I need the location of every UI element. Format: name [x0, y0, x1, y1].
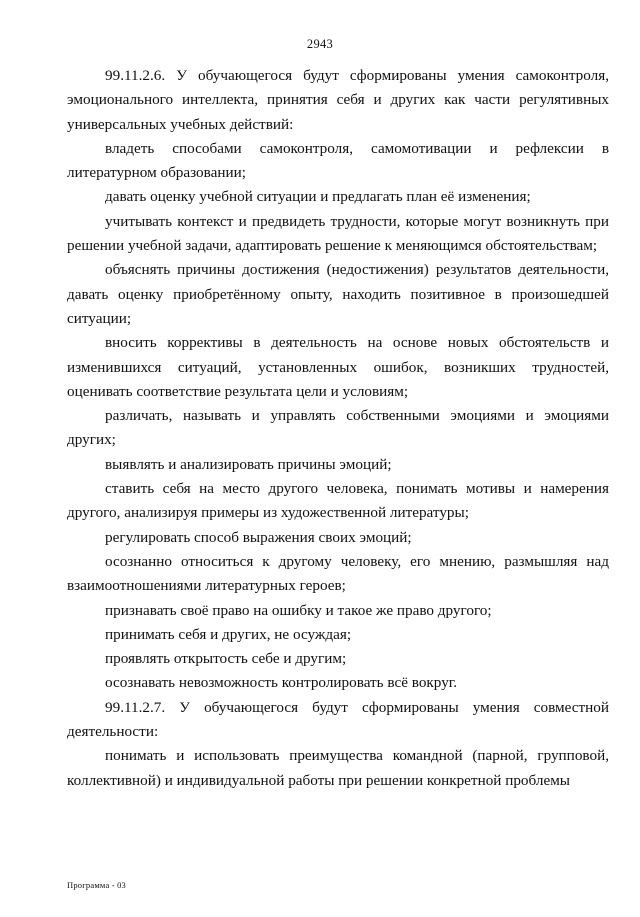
paragraph-item: различать, называть и управлять собственными эмоциями и эмоциями других;	[67, 407, 609, 449]
paragraph-item: объяснять причины достижения (недостижения) результатов деятельности, давать оценку приобретённому опыту, находить позитивное в произошедшей ситуации;	[67, 261, 609, 327]
paragraph-item: осознавать невозможность контролировать всё вокруг.	[105, 674, 458, 692]
paragraph-item: принимать себя и других, не осуждая;	[105, 625, 352, 643]
body-text	[67, 64, 609, 793]
paragraph-item: давать оценку учебной ситуации и предлагать план её изменения;	[105, 188, 531, 206]
paragraph-item: ставить себя на место другого человека, понимать мотивы и намерения другого, анализируя примеры из художественной литературы;	[67, 480, 609, 522]
paragraph-section-99-11-2-7: 99.11.2.7. У обучающегося будут сформированы умения совместной деятельности:	[67, 698, 609, 741]
footer-label: Программа - 03	[67, 880, 127, 890]
page-number: 2943	[306, 37, 334, 51]
paragraph-item: вносить коррективы в деятельность на основе новых обстоятельств и изменившихся ситуаций, установленных ошибок, возникших трудностей, оценивать соответствие результата цели и условиям;	[67, 334, 609, 400]
paragraph-item: владеть способами самоконтроля, самомотивации и рефлексии в литературном образовании;	[67, 139, 609, 182]
paragraph-item: признавать своё право на ошибку и такое же право другого;	[105, 601, 492, 619]
paragraph-item: проявлять открытость себе и другим;	[105, 650, 347, 668]
paragraph-section-99-11-2-6: 99.11.2.6. У обучающегося будут сформированы умения самоконтроля, эмоционального интеллекта, принятия себя и других как части регулятивных универсальных учебных действий:	[67, 67, 609, 133]
paragraph-item: выявлять и анализировать причины эмоций;	[105, 455, 392, 473]
paragraph-item: регулировать способ выражения своих эмоций;	[105, 528, 412, 546]
paragraph-item: осознанно относиться к другому человеку, его мнению, размышляя над взаимоотношениями литературных героев;	[67, 552, 609, 595]
paragraph-item: понимать и использовать преимущества командной (парной, групповой, коллективной) и индивидуальной работы при решении конкретной проблемы	[67, 747, 609, 789]
paragraph-item: учитывать контекст и предвидеть трудности, которые могут возникнуть при решении учебной задачи, адаптировать решение к меняющимся обстоятельствам;	[67, 212, 609, 255]
